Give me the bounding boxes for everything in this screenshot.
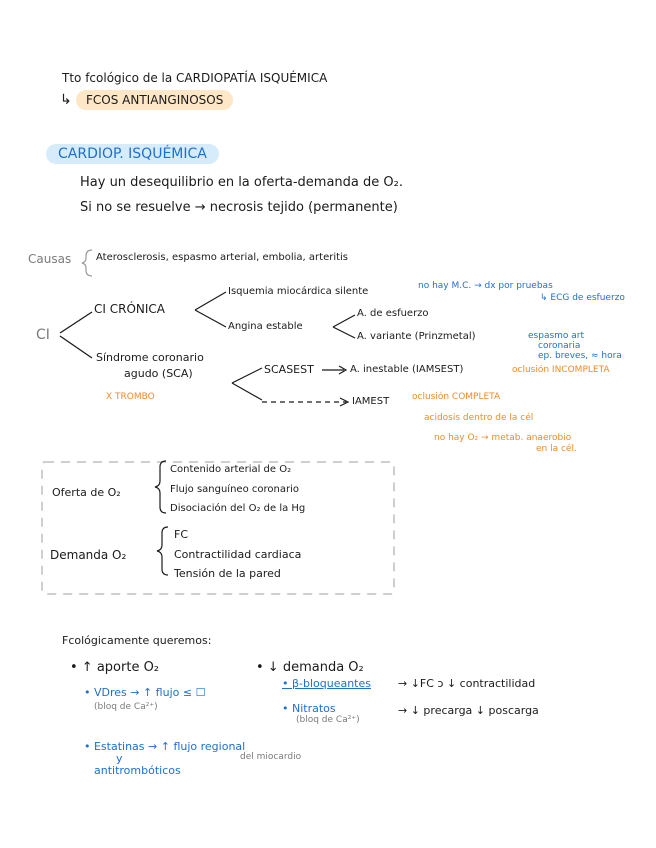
oclusion-completa: oclusión COMPLETA bbox=[412, 392, 501, 402]
beta-effect: → ↓FC ɔ ↓ contractilidad bbox=[398, 677, 536, 690]
oferta-label: Oferta de O₂ bbox=[52, 486, 121, 499]
section-title-text: CARDIOP. ISQUÉMICA bbox=[46, 144, 219, 164]
subtitle bbox=[76, 93, 233, 107]
section-line-1: Hay un desequilibrio en la oferta-demanda de O₂. bbox=[80, 175, 403, 190]
oferta-item-3: Disociación del O₂ de la Hg bbox=[170, 503, 306, 514]
estatinas: • Estatinas → ↑ flujo regional bbox=[84, 740, 246, 753]
estatinas-sub: del miocardio bbox=[240, 752, 302, 762]
variante-note-3: ep. breves, ≈ hora bbox=[538, 351, 622, 361]
oferta-item-1: Contenido arterial de O₂ bbox=[170, 464, 292, 475]
y-connector: y bbox=[116, 752, 123, 765]
iamest: IAMEST bbox=[352, 396, 390, 407]
corner-arrow-icon: ↳ bbox=[60, 92, 72, 108]
demanda-label: Demanda O₂ bbox=[50, 548, 127, 562]
oclusion-incompleta: oclusión INCOMPLETA bbox=[512, 365, 610, 375]
angina-estable: Angina estable bbox=[228, 321, 303, 332]
aporte-heading: • ↑ aporte O₂ bbox=[70, 660, 160, 675]
nitratos-effect: → ↓ precarga ↓ poscarga bbox=[398, 704, 539, 717]
fcologia-intro: Fcológicamente queremos: bbox=[62, 634, 212, 647]
variante-note-1: espasmo art bbox=[528, 331, 585, 341]
section-title bbox=[46, 146, 219, 162]
antitromboticos: antitrombóticos bbox=[94, 764, 181, 777]
scasest: SCASEST bbox=[264, 363, 314, 376]
trombo-note: X TROMBO bbox=[106, 392, 155, 402]
angina-esfuerzo: A. de esfuerzo bbox=[357, 308, 429, 319]
ci-root: CI bbox=[36, 327, 50, 343]
variante-note-2: coronaria bbox=[538, 341, 581, 351]
silente-note-1: no hay M.C. → dx por pruebas bbox=[418, 281, 553, 291]
demanda-item-1: FC bbox=[174, 528, 189, 541]
demanda-heading: • ↓ demanda O₂ bbox=[256, 660, 364, 675]
acidosis-note: acidosis dentro de la cél bbox=[424, 413, 534, 423]
subtitle-text: FCOS ANTIANGINOSOS bbox=[76, 90, 233, 110]
angina-variante: A. variante (Prinzmetal) bbox=[357, 331, 476, 342]
sca-label-2: agudo (SCA) bbox=[124, 367, 193, 380]
causas-text: Aterosclerosis, espasmo arterial, embolia, arteritis bbox=[96, 252, 349, 263]
no-o2-note-1: no hay O₂ → metab. anaerobio bbox=[434, 433, 572, 443]
ci-cronica: CI CRÓNICA bbox=[94, 302, 165, 316]
vd-item: • VDres → ↑ flujo ≤ ☐ bbox=[84, 686, 206, 699]
demanda-item-2: Contractilidad cardiaca bbox=[174, 548, 302, 561]
causas-label: Causas bbox=[28, 252, 72, 266]
nitratos: • Nitratos bbox=[282, 702, 336, 715]
nitratos-sub: (bloq de Ca²⁺) bbox=[296, 715, 360, 725]
oferta-item-2: Flujo sanguíneo coronario bbox=[170, 484, 299, 495]
page-title: Tto fcológico de la CARDIOPATÍA ISQUÉMICA bbox=[62, 71, 328, 85]
beta-bloqueantes: • β-bloqueantes bbox=[282, 677, 371, 690]
isquemia-silente: Isquemia miocárdica silente bbox=[228, 286, 369, 297]
sca-label-1: Síndrome coronario bbox=[96, 351, 204, 364]
no-o2-note-2: en la cél. bbox=[536, 444, 577, 454]
vd-sub: (bloq de Ca²⁺) bbox=[94, 702, 158, 712]
section-line-2: Si no se resuelve → necrosis tejido (permanente) bbox=[80, 200, 398, 215]
silente-note-2: ↳ ECG de esfuerzo bbox=[540, 293, 625, 303]
angina-inestable: A. inestable (IAMSEST) bbox=[350, 364, 464, 375]
demanda-item-3: Tensión de la pared bbox=[174, 567, 281, 580]
